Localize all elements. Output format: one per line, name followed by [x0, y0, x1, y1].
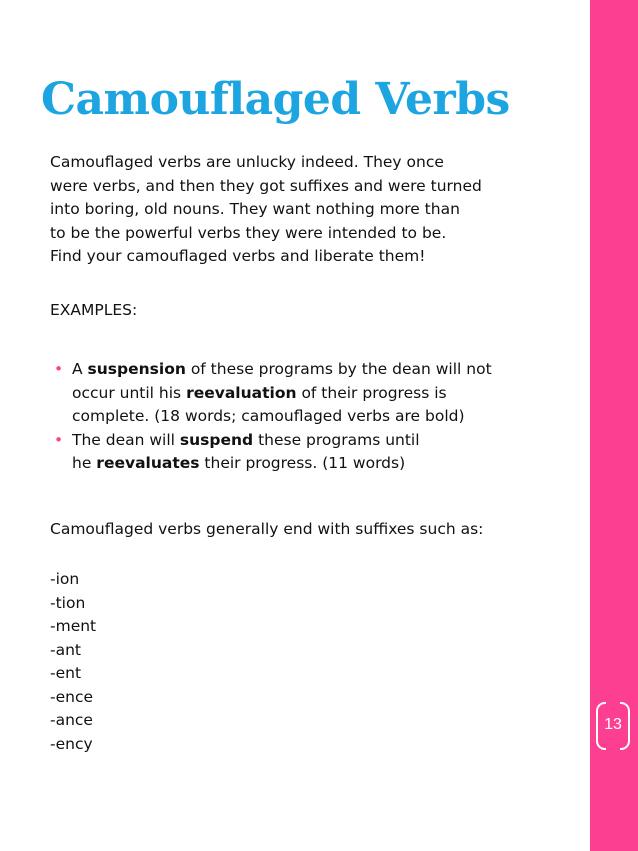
bullet-line: complete. (18 words; camouflaged verbs are bold) — [72, 407, 465, 425]
bullet-text: The dean will — [72, 430, 180, 449]
bullet-text: of these programs by the dean will not — [185, 360, 492, 378]
bold-verb: suspend — [179, 430, 254, 449]
example-bullet-1 — [50, 358, 492, 429]
bullet-line — [72, 382, 492, 406]
example-bullet-2 — [50, 429, 492, 476]
page-number: 13 — [604, 716, 622, 733]
intro-line: were verbs, and then they got suffixes and were turned — [50, 176, 482, 195]
bullet-dot-icon: • — [54, 360, 64, 378]
bullet-line — [72, 358, 492, 382]
suffix-item: -tion — [50, 593, 86, 612]
page-number-badge — [596, 702, 630, 748]
right-bracket-shape — [620, 702, 630, 750]
suffix-item: -ency — [50, 734, 93, 753]
suffix-item: -ance — [50, 711, 93, 729]
bullet-dot-icon: • — [54, 430, 64, 449]
bullet-text: of their progress is — [296, 383, 447, 402]
example-bullet-list — [50, 358, 492, 476]
bullet-line — [72, 429, 492, 453]
bold-camouflaged-verb: suspension — [87, 360, 186, 378]
examples-label: EXAMPLES: — [50, 301, 138, 319]
left-bracket-shape — [596, 702, 606, 750]
suffix-item: -ence — [50, 687, 94, 706]
intro-line: Find your camouflaged verbs and liberate them! — [50, 247, 426, 265]
bullet-text: occur until his — [72, 383, 187, 402]
intro-line: Camouflaged verbs are unlucky indeed. They once — [50, 153, 444, 171]
bullet-text: their progress. (11 words) — [199, 454, 406, 472]
bold-camouflaged-verb: reevaluation — [186, 383, 297, 402]
intro-paragraph — [50, 151, 482, 269]
bullet-text: A — [72, 360, 88, 378]
suffix-item: -ent — [50, 664, 82, 682]
suffix-list — [50, 568, 96, 756]
suffix-intro: Camouflaged verbs generally end with suffixes such as: — [50, 520, 484, 538]
bold-verb: reevaluates — [96, 454, 200, 472]
slide-title: Camouflaged Verbs — [41, 74, 510, 125]
suffix-item: -ant — [50, 640, 81, 659]
intro-line: into boring, old nouns. They want nothing more than — [50, 200, 460, 218]
bullet-line — [72, 452, 492, 476]
suffix-item: -ion — [50, 570, 80, 588]
bullet-text: these programs until — [253, 430, 420, 449]
intro-line: to be the powerful verbs they were intended to be. — [50, 223, 447, 242]
bullet-text: he — [72, 454, 97, 472]
suffix-item: -ment — [50, 617, 97, 635]
